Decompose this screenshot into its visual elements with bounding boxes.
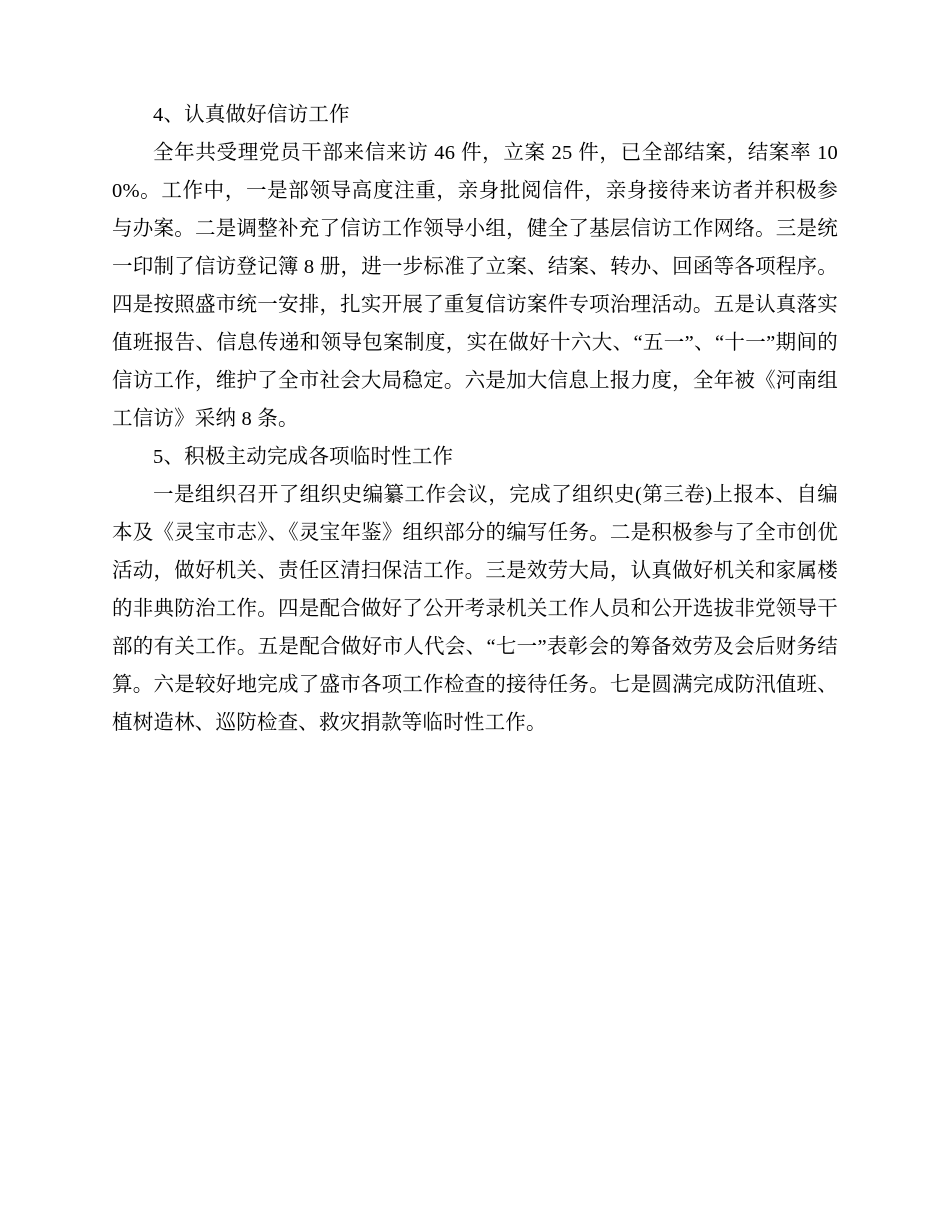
document-body	[112, 96, 838, 742]
section-heading-5: 5、积极主动完成各项临时性工作	[153, 446, 454, 468]
section-body-4: 全年共受理党员干部来信来访 46 件，立案 25 件，已全部结案，结案率 100%。工作中，一是部领导高度注重，亲身批阅信件，亲身接待来访者并积极参与办案。二是调整补充了信访工作领导小组，健全了基层信访工作网络。三是统一印制了信访登记簿 8 册，进一步标准了立案、结案、转办、回函等各项程序。四是按照盛市统一安排，扎实开展了重复信访案件专项治理活动。五是认真落实值班报告、信息传递和领导包案制度，实在做好十六大、“五一”、“十一”期间的信访工作，维护了全市社会大局稳定。六是加大信息上报力度，全年被《河南组工信访》采纳 8 条。	[112, 142, 838, 430]
section-heading-4: 4、认真做好信访工作	[153, 104, 350, 126]
section-body-5: 一是组织召开了组织史编纂工作会议，完成了组织史(第三卷)上报本、自编本及《灵宝市志》、《灵宝年鉴》组织部分的编写任务。二是积极参与了全市创优活动，做好机关、责任区清扫保洁工作。三是效劳大局，认真做好机关和家属楼的非典防治工作。四是配合做好了公开考录机关工作人员和公开选拔非党领导干部的有关工作。五是配合做好市人代会、“七一”表彰会的筹备效劳及会后财务结算。六是较好地完成了盛市各项工作检查的接待任务。七是圆满完成防汛值班、植树造林、巡防检查、救灾捐款等临时性工作。	[112, 484, 838, 734]
